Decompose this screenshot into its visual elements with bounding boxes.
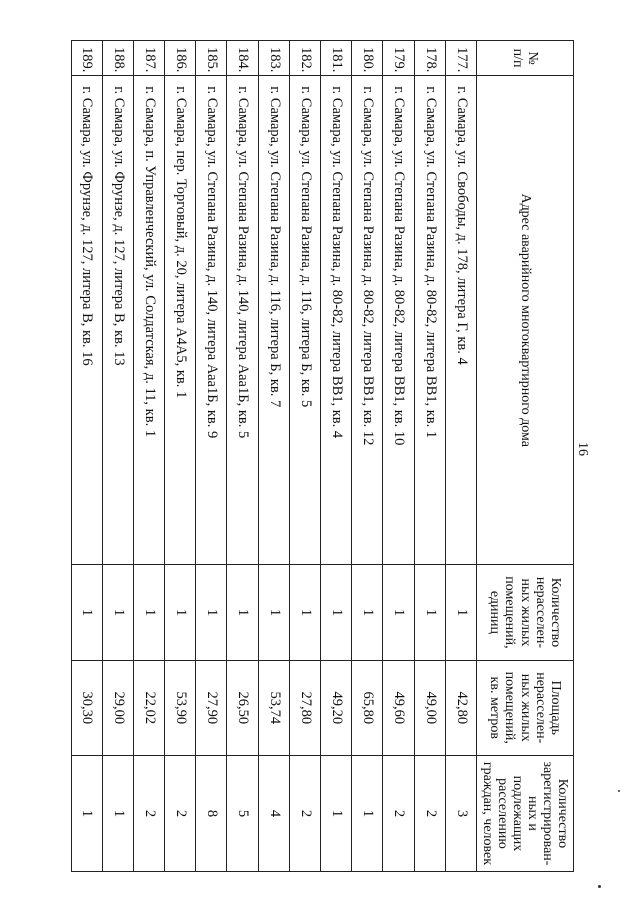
table-row [196, 41, 227, 872]
scan-speck [618, 790, 620, 792]
row-count: 1 [414, 565, 445, 660]
row-registered: 1 [71, 755, 102, 871]
table-row [445, 41, 476, 872]
row-count: 1 [383, 565, 414, 660]
row-address: г. Самара, ул. Степана Разина, д. 116, литера Б, кв. 7 [258, 76, 289, 565]
row-number: 188. [102, 41, 133, 76]
row-number: 183. [258, 41, 289, 76]
row-address: г. Самара, ул. Степана Разина, д. 116, литера Б, кв. 5 [289, 76, 320, 565]
row-count: 1 [102, 565, 133, 660]
row-address: г. Самара, ул. Степана Разина, д. 80-82, литера ВВ1, кв. 4 [321, 76, 352, 565]
row-area: 27,90 [196, 660, 227, 755]
row-address: г. Самара, ул. Степана Разина, д. 80-82, литера ВВ1, кв. 1 [414, 76, 445, 565]
row-address: г. Самара, ул. Степана Разина, д. 140, литера Ааа1Б, кв. 5 [227, 76, 258, 565]
table-row [352, 41, 383, 872]
row-count: 1 [196, 565, 227, 660]
page-number: 16 [575, 442, 590, 456]
row-registered: 1 [321, 755, 352, 871]
row-address: г. Самара, ул. Степана Разина, д. 140, литера Ааа1Б, кв. 9 [196, 76, 227, 565]
row-registered: 2 [414, 755, 445, 871]
row-number: 180. [352, 41, 383, 76]
row-registered: 2 [383, 755, 414, 871]
row-area: 49,60 [383, 660, 414, 755]
row-registered: 3 [445, 755, 476, 871]
row-count: 1 [133, 565, 164, 660]
table-row [71, 41, 102, 872]
header-count: Количество нерасселен- ных жилых помещений, единиц [477, 565, 574, 660]
row-address: г. Самара, ул. Степана Разина, д. 80-82, литера ВВ1, кв. 12 [352, 76, 383, 565]
table-row [102, 41, 133, 872]
row-registered: 1 [352, 755, 383, 871]
row-number: 189. [71, 41, 102, 76]
row-registered: 1 [102, 755, 133, 871]
row-address: г. Самара, ул. Свободы, д. 178, литера Г, кв. 4 [445, 76, 476, 565]
row-registered: 2 [133, 755, 164, 871]
row-registered: 2 [289, 755, 320, 871]
row-number: 179. [383, 41, 414, 76]
row-number: 186. [165, 41, 196, 76]
row-number: 187. [133, 41, 164, 76]
row-count: 1 [227, 565, 258, 660]
row-area: 30,30 [71, 660, 102, 755]
row-count: 1 [445, 565, 476, 660]
header-area: Площадь нерасселен- ных жилых помещений, кв. метров [477, 660, 574, 755]
row-area: 26,50 [227, 660, 258, 755]
row-number: 184. [227, 41, 258, 76]
row-address: г. Самара, п. Управленческий, ул. Солдатская, д. 11, кв. 1 [133, 76, 164, 565]
row-registered: 4 [258, 755, 289, 871]
row-address: г. Самара, ул. Степана Разина, д. 80-82, литера ВВ1, кв. 10 [383, 76, 414, 565]
resettlement-table [71, 40, 574, 872]
row-count: 1 [321, 565, 352, 660]
row-number: 182. [289, 41, 320, 76]
row-count: 1 [352, 565, 383, 660]
row-registered: 8 [196, 755, 227, 871]
row-address: г. Самара, ул. Фрунзе, д. 127, литера В, кв. 13 [102, 76, 133, 565]
row-number: 181. [321, 41, 352, 76]
table-header-row [477, 41, 574, 872]
scan-speck [598, 885, 601, 888]
table-row [289, 41, 320, 872]
row-registered: 5 [227, 755, 258, 871]
row-number: 177. [445, 41, 476, 76]
table-row [227, 41, 258, 872]
row-count: 1 [165, 565, 196, 660]
header-registered: Количество зарегистрирован- ных и подлежащих расселению граждан, человек [477, 755, 574, 871]
row-address: г. Самара, ул. Фрунзе, д. 127, литера В, кв. 16 [71, 76, 102, 565]
table-row [258, 41, 289, 872]
row-area: 53,74 [258, 660, 289, 755]
table-row [133, 41, 164, 872]
table-row [165, 41, 196, 872]
row-area: 42,80 [445, 660, 476, 755]
header-num: № п/п [477, 41, 574, 76]
resettlement-table-container [44, 40, 574, 872]
table-row [383, 41, 414, 872]
row-count: 1 [258, 565, 289, 660]
table-row [414, 41, 445, 872]
row-area: 53,90 [165, 660, 196, 755]
row-area: 29,00 [102, 660, 133, 755]
row-registered: 2 [165, 755, 196, 871]
row-number: 185. [196, 41, 227, 76]
table-row [321, 41, 352, 872]
row-area: 27,80 [289, 660, 320, 755]
header-address: Адрес аварийного многоквартирного дома [477, 76, 574, 565]
row-area: 65,80 [352, 660, 383, 755]
row-area: 49,20 [321, 660, 352, 755]
table-body [71, 41, 476, 872]
row-address: г. Самара, пер. Торговый, д. 20, литера А4А5, кв. 1 [165, 76, 196, 565]
row-count: 1 [71, 565, 102, 660]
row-number: 178. [414, 41, 445, 76]
row-count: 1 [289, 565, 320, 660]
row-area: 49,00 [414, 660, 445, 755]
row-area: 22,02 [133, 660, 164, 755]
